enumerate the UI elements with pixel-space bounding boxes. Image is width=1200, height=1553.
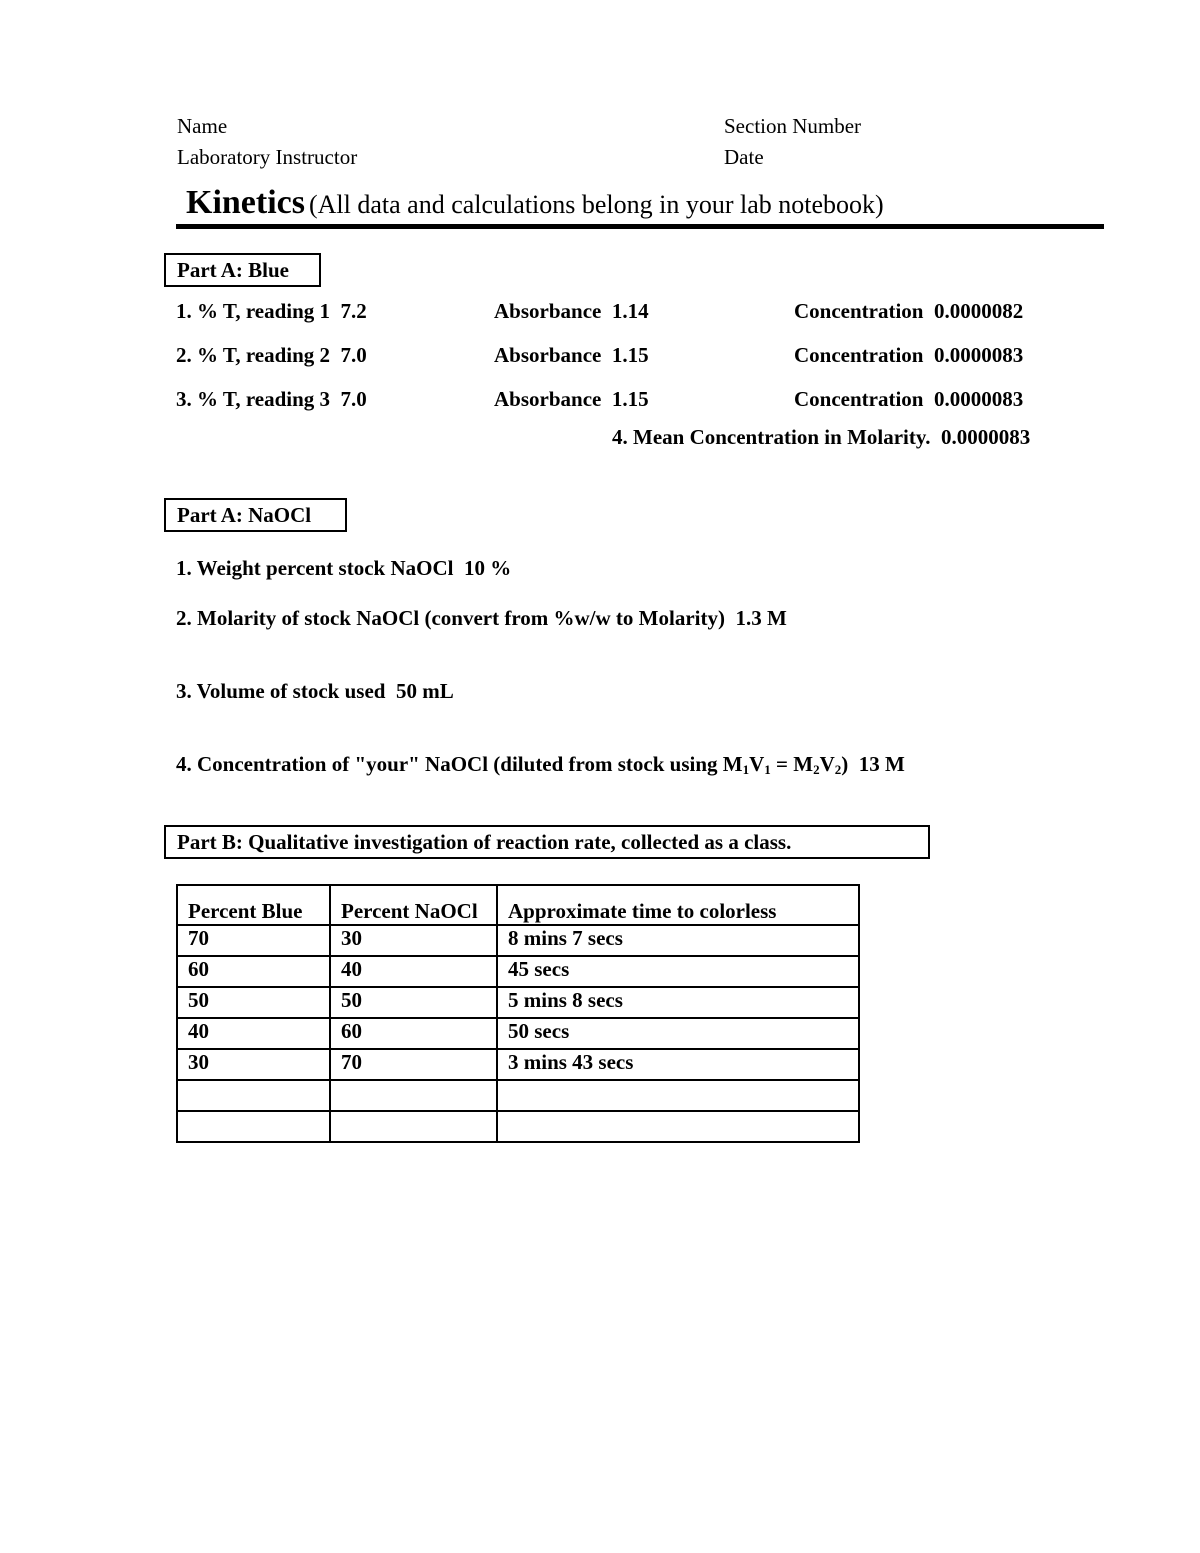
cell-percent-naocl [330, 1111, 497, 1142]
reading-1-text: 1. % T, reading 1 [176, 299, 331, 323]
naocl-item-1 [176, 556, 511, 581]
cell-percent-blue: 30 [177, 1049, 330, 1080]
reaction-rate-table [176, 884, 860, 1143]
reading-3-conc-value: 0.0000083 [934, 387, 1024, 411]
cell-percent-naocl: 60 [330, 1018, 497, 1049]
cell-time [497, 1111, 859, 1142]
section-number-label: Section Number [724, 114, 862, 138]
mean-concentration-label: 4. Mean Concentration in Molarity. [612, 425, 931, 449]
reading-3-concentration [794, 387, 1023, 412]
table-row [177, 1049, 859, 1080]
cell-time: 50 secs [497, 1018, 859, 1049]
reading-3-t-value: 7.0 [340, 387, 367, 411]
naocl-item-4-v1: V [749, 752, 765, 776]
part-a-blue-heading [164, 253, 321, 287]
naocl-item-2 [176, 606, 787, 631]
part-a-blue-heading-text: Part A: Blue [177, 258, 289, 282]
naocl-item-3-value: 50 mL [395, 679, 454, 703]
reading-2-conc-value: 0.0000083 [934, 343, 1024, 367]
page-title [186, 184, 884, 222]
column-header-time: Approximate time to colorless [497, 885, 859, 925]
reading-3-label [176, 387, 367, 412]
cell-percent-blue [177, 1111, 330, 1142]
reading-2-absorbance [494, 343, 649, 368]
cell-time: 5 mins 8 secs [497, 987, 859, 1018]
cell-percent-naocl [330, 1080, 497, 1111]
title-main: Kinetics [186, 184, 305, 221]
reading-2-label [176, 343, 367, 368]
reading-1-abs-value: 1.14 [611, 299, 649, 323]
cell-percent-naocl: 70 [330, 1049, 497, 1080]
reading-2-text: 2. % T, reading 2 [176, 343, 331, 367]
part-a-naocl-heading [164, 498, 347, 532]
reading-3-conc-label: Concentration [794, 387, 924, 411]
reading-1-concentration [794, 299, 1023, 324]
cell-percent-naocl: 40 [330, 956, 497, 987]
cell-percent-blue: 40 [177, 1018, 330, 1049]
cell-percent-blue: 50 [177, 987, 330, 1018]
reading-2-concentration [794, 343, 1023, 368]
date-label: Date [724, 145, 764, 169]
cell-percent-naocl: 50 [330, 987, 497, 1018]
cell-percent-naocl: 30 [330, 925, 497, 956]
naocl-item-4-label: 4. Concentration of "your" NaOCl (diluted from stock using M [176, 752, 743, 776]
mean-concentration [612, 425, 1030, 450]
cell-percent-blue: 70 [177, 925, 330, 956]
laboratory-instructor-label: Laboratory Instructor [177, 145, 358, 169]
reading-2-t-value: 7.0 [340, 343, 367, 367]
name-label: Name [177, 114, 228, 138]
reading-3-abs-value: 1.15 [611, 387, 649, 411]
naocl-item-4-value: 13 M [858, 752, 905, 776]
naocl-item-2-label: 2. Molarity of stock NaOCl (convert from %w/w to Molarity) [176, 606, 725, 630]
part-b-heading [164, 825, 930, 859]
naocl-item-3-label: 3. Volume of stock used [176, 679, 386, 703]
reading-2-abs-label: Absorbance [494, 343, 602, 367]
reading-2-conc-label: Concentration [794, 343, 924, 367]
reading-1-conc-label: Concentration [794, 299, 924, 323]
reading-1-absorbance [494, 299, 649, 324]
naocl-item-4-v2: V [819, 752, 835, 776]
column-header-percent-naocl: Percent NaOCl [330, 885, 497, 925]
reading-1-conc-value: 0.0000082 [934, 299, 1024, 323]
column-header-percent-blue: Percent Blue [177, 885, 330, 925]
table-row [177, 1018, 859, 1049]
naocl-item-2-value: 1.3 M [735, 606, 787, 630]
reading-3-text: 3. % T, reading 3 [176, 387, 331, 411]
part-a-naocl-heading-text: Part A: NaOCl [177, 503, 312, 527]
table-row [177, 1080, 859, 1111]
table-row [177, 987, 859, 1018]
table-row [177, 956, 859, 987]
reading-3-absorbance [494, 387, 649, 412]
table-row [177, 925, 859, 956]
reading-1-label [176, 299, 367, 324]
naocl-item-4-eq: = M [770, 752, 814, 776]
cell-percent-blue [177, 1080, 330, 1111]
reading-1-abs-label: Absorbance [494, 299, 602, 323]
table-row [177, 1111, 859, 1142]
title-rule [176, 224, 1104, 229]
cell-time: 45 secs [497, 956, 859, 987]
naocl-item-4-sub-1: 1 [742, 762, 750, 777]
cell-time: 3 mins 43 secs [497, 1049, 859, 1080]
naocl-item-1-value: 10 % [463, 556, 512, 580]
mean-concentration-value: 0.0000083 [940, 425, 1031, 449]
naocl-item-3 [176, 679, 454, 704]
cell-time [497, 1080, 859, 1111]
naocl-item-1-label: 1. Weight percent stock NaOCl [176, 556, 454, 580]
naocl-item-4-sub-3: 2 [813, 762, 820, 777]
naocl-item-4-sub-4: 2 [834, 762, 842, 777]
title-subtitle: (All data and calculations belong in your lab notebook) [308, 190, 884, 219]
naocl-item-4-sub-2: 1 [764, 762, 771, 777]
table-header-row [177, 885, 859, 925]
reading-1-t-value: 7.2 [340, 299, 367, 323]
cell-percent-blue: 60 [177, 956, 330, 987]
reading-2-abs-value: 1.15 [611, 343, 649, 367]
reading-3-abs-label: Absorbance [494, 387, 602, 411]
naocl-item-4 [176, 752, 905, 778]
cell-time: 8 mins 7 secs [497, 925, 859, 956]
part-b-heading-text: Part B: Qualitative investigation of reaction rate, collected as a class. [177, 830, 792, 854]
naocl-item-4-close: ) [841, 752, 849, 776]
